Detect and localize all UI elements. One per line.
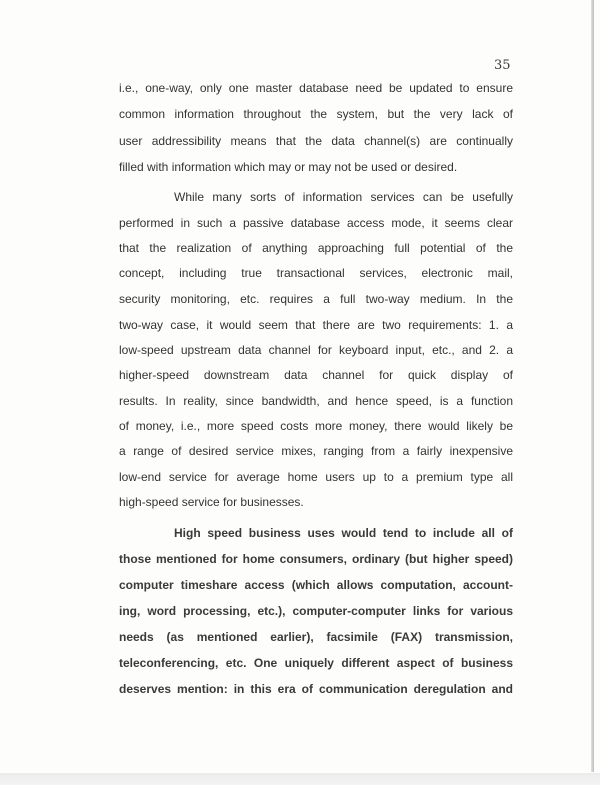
text-line: low-speed upstream data channel for keyboard input, etc., and 2. a <box>119 343 513 357</box>
text-line: those mentioned for home consumers, ordinary (but higher speed) <box>119 552 513 566</box>
text-line: needs (as mentioned earlier), facsimile (FAX) transmission, <box>119 630 513 644</box>
text-line: ing, word processing, etc.), computer-computer links for various <box>119 604 513 618</box>
text-line: of money, i.e., more speed costs more money, there would likely be <box>119 419 513 433</box>
text-line: performed in such a passive database access mode, it seems clear <box>119 216 513 230</box>
text-line: filled with information which may or may not be used or desired. <box>119 160 458 174</box>
text-line: teleconferencing, etc. One uniquely different aspect of business <box>119 656 513 670</box>
text-line: user addressibility means that the data channel(s) are continually <box>119 134 513 148</box>
text-line: security monitoring, etc. requires a full two-way medium. In the <box>119 292 513 306</box>
text-line: results. In reality, since bandwidth, and hence speed, is a function <box>119 394 513 408</box>
text-line: low-end service for average home users up to a premium type all <box>119 470 513 484</box>
page-edge <box>591 0 594 772</box>
text-line: higher-speed downstream data channel for quick display of <box>119 368 513 382</box>
text-line: high-speed service for businesses. <box>119 495 304 509</box>
text-line: concept, including true transactional services, electronic mail, <box>119 266 513 280</box>
text-line: computer timeshare access (which allows computation, account- <box>119 578 513 592</box>
text-line: While many sorts of information services can be usefully <box>174 190 513 204</box>
page-number: 35 <box>494 58 511 73</box>
text-line: a range of desired service mixes, ranging from a fairly inexpensive <box>119 444 513 458</box>
page-bottom-edge <box>0 773 600 785</box>
text-line: i.e., one-way, only one master database need be updated to ensure <box>119 81 513 95</box>
text-line: High speed business uses would tend to include all of <box>174 526 513 540</box>
text-line: common information throughout the system, but the very lack of <box>119 107 513 121</box>
text-line: two-way case, it would seem that there are two requirements: 1. a <box>119 318 513 332</box>
text-line: that the realization of anything approaching full potential of the <box>119 241 513 255</box>
text-line: deserves mention: in this era of communication deregulation and <box>119 682 513 696</box>
